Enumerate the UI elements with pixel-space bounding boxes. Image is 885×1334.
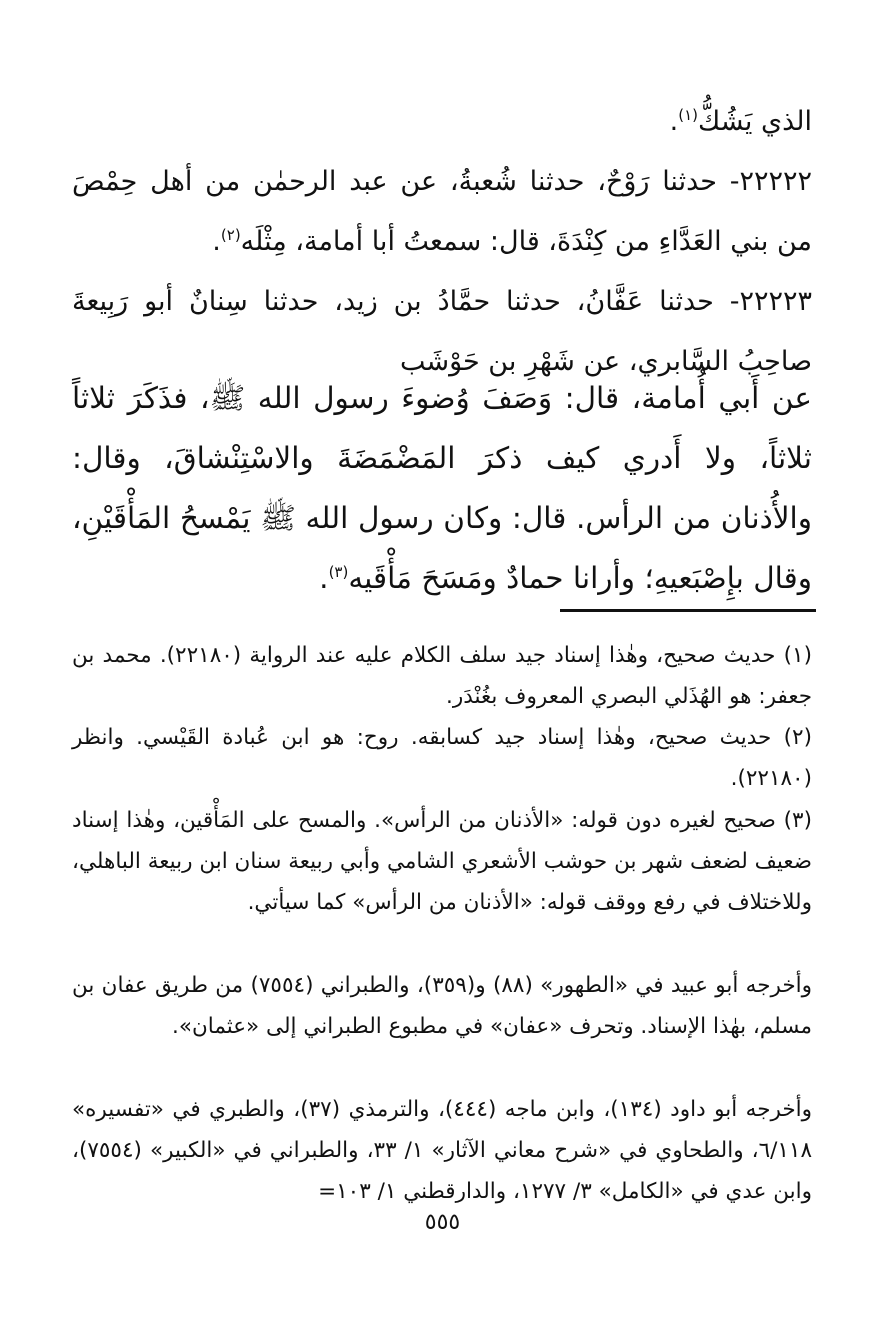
- hadith-22223-intro-text: ٢٢٢٢٣- حدثنا عَفَّانُ، حدثنا حمَّادُ بن زيد، حدثنا سِنانٌ أبو رَبِيعةَ صاحِبُ السَّابري، عن شَهْرِ بن حَوْشَب: [72, 286, 812, 377]
- footnote-marker-3: (٣): [328, 563, 349, 582]
- footnote-3-paragraph-2: وأخرجه أبو عبيد في «الطهور» (٨٨) و(٣٥٩)، والطبراني (٧٥٥٤) من طريق عفان بن مسلم، بهٰذا الإسناد. وتحرف «عفان» في مطبوع الطبراني إلى «عثمان».: [72, 973, 813, 1039]
- punctuation: .: [212, 226, 221, 257]
- hadith-22223-body-text: عن أَبي أُمامة، قال: وَصَفَ وُضوءَ رسول الله ﷺ، فذَكَرَ ثلاثاً ثلاثاً، ولا أَدري كيف ذكرَ المَضْمَضَةَ والاسْتِنْشاقَ، وقال: والأُذنان من الرأس. قال: وكان رسول الله ﷺ يَمْسحُ المَأْقَيْنِ، وقال بإِصْبَعيهِ؛ وأرانا حمادٌ ومَسَحَ مَأْقَيه: [72, 381, 812, 595]
- hadith-22222-text: ٢٢٢٢٢- حدثنا رَوْحٌ، حدثنا شُعبةُ، عن عبد الرحمٰن من أهل حِمْصَ من بني العَدَّاءِ من كِنْدَةَ، قال: سمعتُ أبا أمامة، مِثْلَه: [72, 166, 812, 257]
- footnote-separator: [560, 609, 816, 612]
- main-text-fragment: الذي يَشُكُّ: [698, 106, 812, 137]
- hadith-22222: [72, 152, 812, 272]
- footnote-1: (١) حديث صحيح، وهٰذا إسناد جيد سلف الكلام عليه عند الرواية (٢٢١٨٠). محمد بن جعفر: هو الهُذَلي البصري المعروف بغُنْدَر.: [72, 643, 812, 709]
- punctuation: .: [669, 106, 679, 137]
- hadith-22223-body: [72, 368, 812, 608]
- punctuation: .: [319, 561, 329, 595]
- footnote-2: (٢) حديث صحيح، وهٰذا إسناد جيد كسابقه. روح: هو ابن عُبادة القَيْسي. وانظر (٢٢١٨٠).: [72, 725, 812, 791]
- footnote-3-paragraph-3: وأخرجه أبو داود (١٣٤)، وابن ماجه (٤٤٤)، والترمذي (٣٧)، والطبري في «تفسيره» ٦/١١٨، والطحاوي في «شرح معاني الآثار» ١/ ٣٣، والطبراني في «الكبير» (٧٥٥٤)، وابن عدي في «الكامل» ٣/ ١٢٧٧، والدارقطني ١/ ١٠٣=: [72, 1097, 812, 1204]
- page-number: ٥٥٥: [424, 1210, 461, 1235]
- footnote-marker-2: (٢): [220, 226, 241, 244]
- footnote-3: (٣) صحيح لغيره دون قوله: «الأذنان من الرأس». والمسح على المَأْقين، وهٰذا إسناد ضعيف لضعف شهر بن حوشب الأشعري الشامي وأبي ربيعة سنان ابن ربيعة الباهلي، وللاختلاف في رفع ووقف قوله: «الأذنان من الرأس» كما سيأتي.: [72, 808, 812, 915]
- main-text-line-top: [72, 92, 812, 152]
- footnote-marker-1: (١): [678, 106, 699, 124]
